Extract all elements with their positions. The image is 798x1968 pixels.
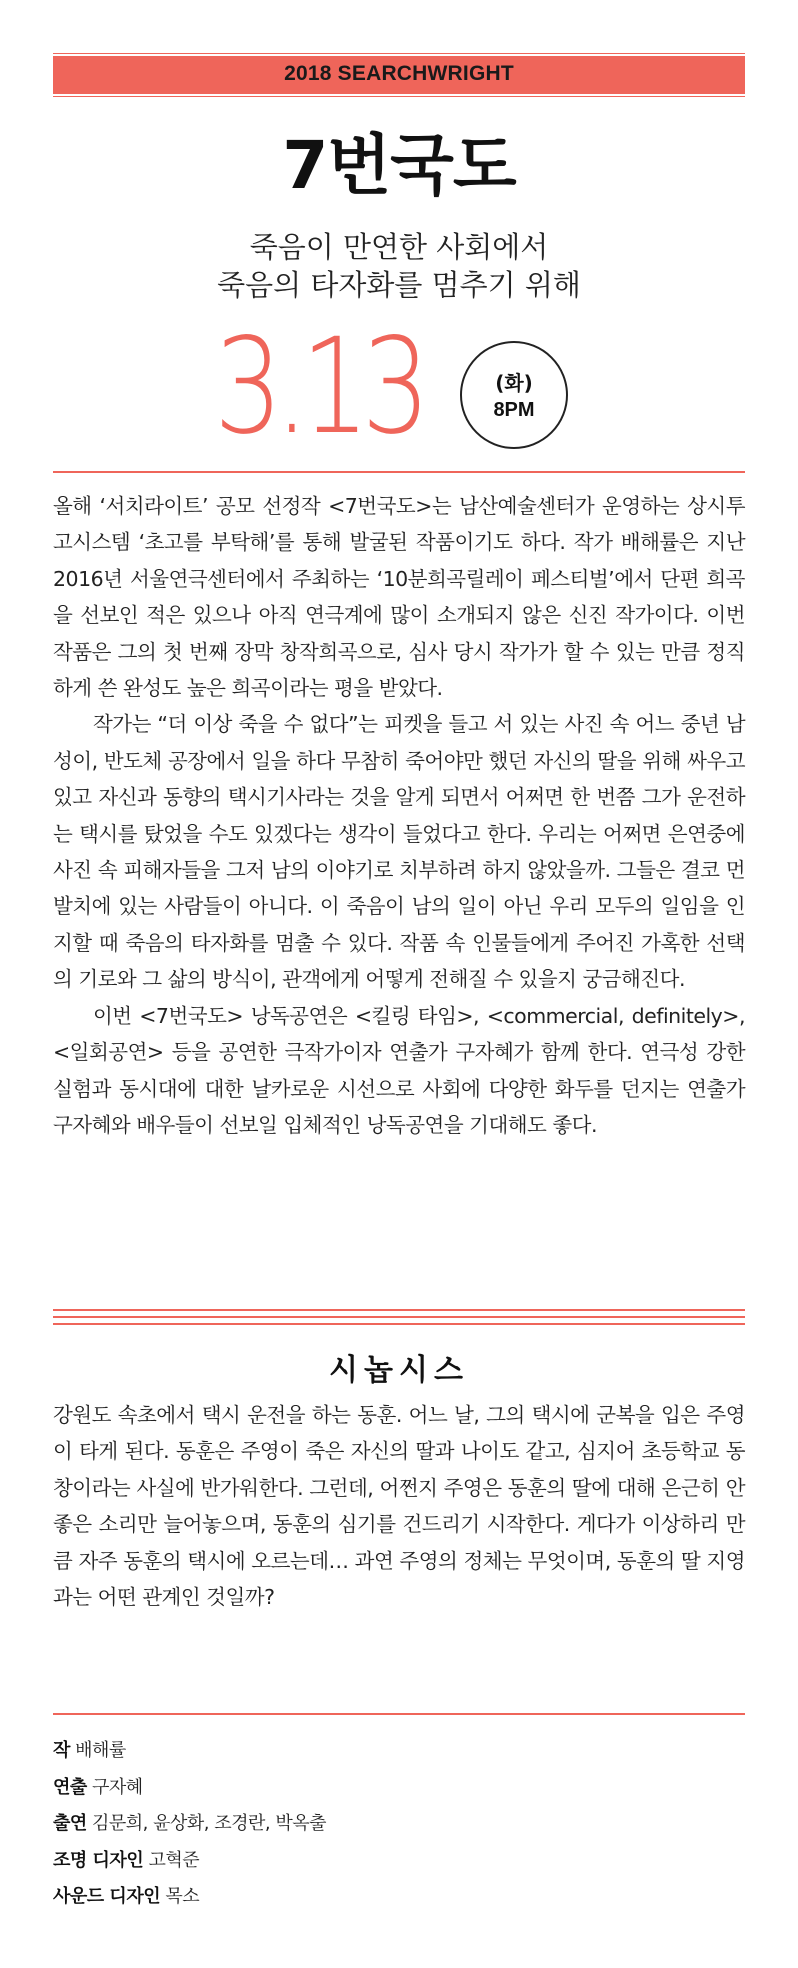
credit-name: 배해률 — [75, 1740, 126, 1761]
credit-name: 구자혜 — [92, 1776, 143, 1798]
header-banner — [53, 53, 745, 97]
triple-divider-line-1 — [53, 1309, 745, 1311]
description-body — [53, 488, 745, 1143]
description-paragraph-3: 이번 <7번국도> 낭독공연은 <킬링 타임>, <commercial, definitely>, <일회공연> 등을 공연한 극작가이자 연출가 구자혜가 함께 한다. 연극성 강한 실험과 동시대에 대한 날카로운 시선으로 사회에 다양한 화두를 던지는 연출가 구자혜와 배우들이 선보일 입체적인 낭독공연을 기대해도 좋다. — [53, 1003, 745, 1137]
credit-row — [53, 1733, 745, 1770]
synopsis-title: 시놉시스 — [329, 1353, 469, 1388]
banner-title: 2018 SEARCHWRIGHT — [284, 62, 514, 85]
subtitle — [0, 228, 798, 304]
section-divider — [53, 471, 745, 473]
banner-top-line — [53, 54, 745, 56]
credit-row — [53, 1806, 745, 1843]
triple-divider-line-2 — [53, 1316, 745, 1318]
credit-row — [53, 1879, 745, 1916]
credit-role: 사운드 디자인 — [53, 1886, 161, 1907]
credit-name: 김문희, 윤상화, 조경란, 박옥출 — [92, 1813, 327, 1834]
play-title: 7번국도 — [282, 127, 516, 204]
credit-row — [53, 1770, 745, 1807]
credit-name: 목소 — [165, 1886, 200, 1907]
credit-name: 고혁준 — [148, 1849, 200, 1871]
credit-role: 조명 디자인 — [53, 1849, 144, 1871]
description-paragraph-1: 올해 ‘서치라이트’ 공모 선정작 <7번국도>는 남산예술센터가 운영하는 상시투고시스템 ‘초고를 부탁해’를 통해 발굴된 작품이기도 하다. 작가 배해률은 지난 2016년 서울연극센터에서 주최하는 ‘10분희곡릴레이 페스티벌’에서 단편 희곡을 선보인 적은 있으나 아직 연극계에 많이 소개되지 않은 신진 작가이다. 이번 작품은 그의 첫 번째 장막 창작희곡으로, 심사 당시 작가가 할 수 있는 만큼 정직하게 쓴 완성도 높은 희곡이라는 평을 받았다. — [53, 494, 745, 701]
credit-role: 출연 — [53, 1813, 87, 1834]
day-time-badge — [460, 341, 568, 449]
synopsis-text: 강원도 속초에서 택시 운전을 하는 동훈. 어느 날, 그의 택시에 군복을 입은 주영이 타게 된다. 동훈은 주영이 죽은 자신의 딸과 나이도 같고, 심지어 초등학교 동창이라는 사실에 반가워한다. 그런데, 어쩐지 주영은 동훈의 딸에 대해 은근히 안 좋은 소리만 늘어놓으며, 동훈의 심기를 건드리기 시작한다. 게다가 이상하리 만큼 자주 동훈의 택시에 오르는데… 과연 주영의 정체는 무엇이며, 동훈의 딸 지영과는 어떤 관계인 것일까? — [53, 1403, 745, 1610]
subtitle-line-1: 죽음이 만연한 사회에서 — [249, 230, 549, 264]
triple-divider-line-3 — [53, 1323, 745, 1325]
credits-list — [53, 1733, 745, 1916]
credit-role: 연출 — [53, 1776, 87, 1798]
credits-divider — [53, 1713, 745, 1715]
credit-role: 작 — [53, 1740, 70, 1761]
performance-day: (화) — [495, 371, 533, 395]
credit-row — [53, 1843, 745, 1880]
performance-time: 8PM — [493, 399, 535, 421]
description-paragraph-2: 작가는 “더 이상 죽을 수 없다”는 피켓을 들고 서 있는 사진 속 어느 중년 남성이, 반도체 공장에서 일을 하다 무참히 죽어야만 했던 자신의 딸을 위해 싸우고 있고 자신과 동향의 택시기사라는 것을 알게 되면서 어쩌면 한 번쯤 그가 운전하는 택시를 탔었을 수도 있겠다는 생각이 들었다고 한다. 우리는 어쩌면 은연중에 사진 속 피해자들을 그저 남의 이야기로 치부하려 하지 않았을까. 그들은 결코 먼발치에 있는 사람들이 아니다. 이 죽음이 남의 일이 아닌 우리 모두의 일임을 인지할 때 죽음의 타자화를 멈출 수 있다. 작품 속 인물들에게 주어진 가혹한 선택의 기로와 그 삶의 방식이, 관객에게 어떻게 전해질 수 있을지 궁금해진다. — [53, 712, 746, 992]
performance-date: 3.13 — [214, 310, 423, 464]
banner-bottom-line — [53, 94, 745, 96]
subtitle-line-2: 죽음의 타자화를 멈추기 위해 — [217, 268, 581, 302]
